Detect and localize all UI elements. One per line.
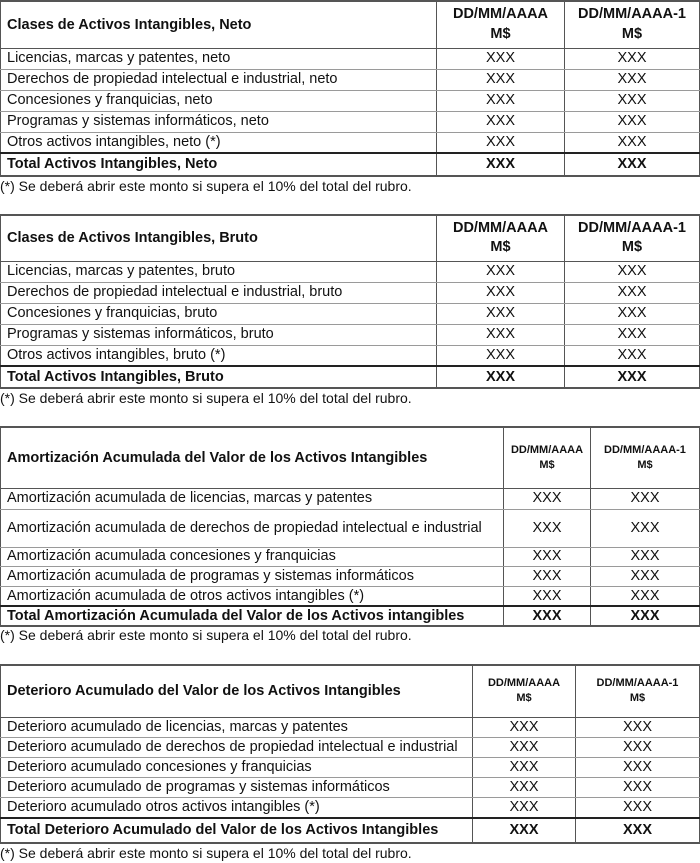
row-value-previous: XXX (565, 324, 700, 345)
row-value-previous: XXX (565, 345, 700, 366)
total-label: Total Activos Intangibles, Bruto (1, 366, 437, 388)
row-value-current: XXX (473, 717, 576, 737)
table-row (1, 717, 700, 737)
row-label: Amortización acumulada de licencias, marcas y patentes (1, 488, 504, 509)
table-row (1, 586, 700, 606)
row-value-previous: XXX (565, 69, 700, 90)
row-label: Programas y sistemas informáticos, bruto (1, 324, 437, 345)
table-total-row (1, 818, 700, 843)
row-label: Concesiones y franquicias, bruto (1, 303, 437, 324)
row-label: Programas y sistemas informáticos, neto (1, 111, 437, 132)
row-value-previous: XXX (576, 777, 700, 797)
row-value-current: XXX (473, 797, 576, 818)
column-header-unit: M$ (629, 692, 646, 705)
column-header-date: DD/MM/AAAA (452, 6, 549, 23)
table-title: Amortización Acumulada del Valor de los Activos Intangibles (1, 427, 504, 488)
row-value-previous: XXX (576, 717, 700, 737)
column-header-unit: M$ (539, 458, 555, 471)
column-header-current (437, 1, 565, 48)
row-value-current: XXX (437, 132, 565, 153)
row-value-current: XXX (504, 488, 591, 509)
row-value-current: XXX (473, 757, 576, 777)
row-value-current: XXX (504, 586, 591, 606)
row-value-previous: XXX (591, 547, 700, 566)
column-header-current (504, 427, 591, 488)
footnote: (*) Se deberá abrir este monto si supera el 10% del total del rubro. (0, 845, 412, 861)
column-header-current (473, 665, 576, 717)
row-label: Licencias, marcas y patentes, neto (1, 48, 437, 69)
row-value-previous: XXX (576, 737, 700, 757)
row-value-previous: XXX (591, 586, 700, 606)
row-label: Amortización acumulada de otros activos intangibles (*) (1, 586, 504, 606)
row-label: Otros activos intangibles, bruto (*) (1, 345, 437, 366)
row-label: Amortización acumulada de derechos de propiedad intelectual e industrial (1, 509, 504, 547)
row-label: Deterioro acumulado concesiones y franquicias (1, 757, 473, 777)
row-value-previous: XXX (565, 261, 700, 282)
table-intangibles-neto (0, 0, 700, 177)
total-value-previous: XXX (565, 153, 700, 176)
row-value-current: XXX (437, 90, 565, 111)
table-deterioro-acumulado (0, 664, 700, 844)
table-title: Deterioro Acumulado del Valor de los Activos Intangibles (1, 665, 473, 717)
table-row (1, 757, 700, 777)
row-value-previous: XXX (565, 48, 700, 69)
total-value-previous: XXX (591, 606, 700, 626)
total-label: Total Activos Intangibles, Neto (1, 153, 437, 176)
table-total-row (1, 153, 700, 176)
row-label: Derechos de propiedad intelectual e industrial, neto (1, 69, 437, 90)
table-row (1, 303, 700, 324)
column-header-previous (565, 215, 700, 261)
total-label: Total Amortización Acumulada del Valor de los Activos intangibles (1, 606, 504, 626)
table-total-row (1, 606, 700, 626)
row-value-current: XXX (437, 69, 565, 90)
column-header-previous (591, 427, 700, 488)
row-value-current: XXX (437, 282, 565, 303)
table-row (1, 566, 700, 586)
column-header-date: DD/MM/AAAA (487, 677, 561, 690)
row-value-previous: XXX (591, 509, 700, 547)
column-header-date: DD/MM/AAAA (452, 219, 549, 236)
total-value-previous: XXX (565, 366, 700, 388)
total-value-current: XXX (504, 606, 591, 626)
row-label: Otros activos intangibles, neto (*) (1, 132, 437, 153)
row-value-previous: XXX (565, 90, 700, 111)
column-header-date: DD/MM/AAAA (510, 443, 584, 456)
total-value-current: XXX (473, 818, 576, 843)
table-row (1, 132, 700, 153)
column-header-unit: M$ (490, 239, 511, 256)
table-row (1, 324, 700, 345)
table-row (1, 282, 700, 303)
table-intangibles-bruto (0, 214, 700, 389)
table-title: Clases de Activos Intangibles, Bruto (1, 215, 437, 261)
row-label: Deterioro acumulado de derechos de propiedad intelectual e industrial (1, 737, 473, 757)
column-header-current (437, 215, 565, 261)
row-value-current: XXX (437, 324, 565, 345)
column-header-unit: M$ (516, 692, 532, 705)
row-label: Deterioro acumulado de programas y sistemas informáticos (1, 777, 473, 797)
table-amortizacion-acumulada (0, 426, 700, 627)
row-value-previous: XXX (565, 303, 700, 324)
row-value-previous: XXX (576, 757, 700, 777)
column-header-date: DD/MM/AAAA-1 (596, 677, 679, 690)
row-label: Derechos de propiedad intelectual e industrial, bruto (1, 282, 437, 303)
column-header-unit: M$ (490, 25, 511, 42)
footnote: (*) Se deberá abrir este monto si supera el 10% del total del rubro. (0, 178, 412, 194)
total-label: Total Deterioro Acumulado del Valor de los Activos Intangibles (1, 818, 473, 843)
row-value-current: XXX (473, 737, 576, 757)
row-value-current: XXX (504, 509, 591, 547)
row-label: Deterioro acumulado de licencias, marcas y patentes (1, 717, 473, 737)
table-row (1, 345, 700, 366)
row-value-current: XXX (437, 111, 565, 132)
row-label: Deterioro acumulado otros activos intangibles (*) (1, 797, 473, 818)
row-value-previous: XXX (565, 111, 700, 132)
table-row (1, 547, 700, 566)
table-total-row (1, 366, 700, 388)
row-value-current: XXX (437, 261, 565, 282)
row-value-previous: XXX (576, 797, 700, 818)
total-value-previous: XXX (576, 818, 700, 843)
column-header-date: DD/MM/AAAA-1 (604, 443, 686, 456)
row-value-current: XXX (504, 566, 591, 586)
row-label: Amortización acumulada de programas y sistemas informáticos (1, 566, 504, 586)
row-value-previous: XXX (565, 132, 700, 153)
table-row (1, 777, 700, 797)
row-label: Concesiones y franquicias, neto (1, 90, 437, 111)
table-row (1, 797, 700, 818)
total-value-current: XXX (437, 153, 565, 176)
table-title: Clases de Activos Intangibles, Neto (1, 1, 437, 48)
row-value-current: XXX (473, 777, 576, 797)
column-header-date: DD/MM/AAAA-1 (578, 219, 686, 236)
row-label: Amortización acumulada concesiones y franquicias (1, 547, 504, 566)
column-header-previous (565, 1, 700, 48)
column-header-previous (576, 665, 700, 717)
row-label: Licencias, marcas y patentes, bruto (1, 261, 437, 282)
table-row (1, 90, 700, 111)
row-value-current: XXX (504, 547, 591, 566)
table-header-row (1, 1, 700, 48)
row-value-current: XXX (437, 345, 565, 366)
row-value-previous: XXX (591, 488, 700, 509)
table-row (1, 48, 700, 69)
table-row (1, 488, 700, 509)
table-row (1, 69, 700, 90)
footnote: (*) Se deberá abrir este monto si supera el 10% del total del rubro. (0, 390, 412, 406)
footnote: (*) Se deberá abrir este monto si supera el 10% del total del rubro. (0, 627, 412, 643)
table-row (1, 111, 700, 132)
table-header-row (1, 665, 700, 717)
table-header-row (1, 427, 700, 488)
table-row (1, 509, 700, 547)
column-header-unit: M$ (637, 458, 653, 471)
total-value-current: XXX (437, 366, 565, 388)
table-row (1, 737, 700, 757)
column-header-unit: M$ (621, 239, 643, 256)
row-value-current: XXX (437, 303, 565, 324)
row-value-current: XXX (437, 48, 565, 69)
table-header-row (1, 215, 700, 261)
column-header-unit: M$ (621, 25, 643, 42)
table-row (1, 261, 700, 282)
column-header-date: DD/MM/AAAA-1 (578, 6, 686, 23)
row-value-previous: XXX (591, 566, 700, 586)
row-value-previous: XXX (565, 282, 700, 303)
